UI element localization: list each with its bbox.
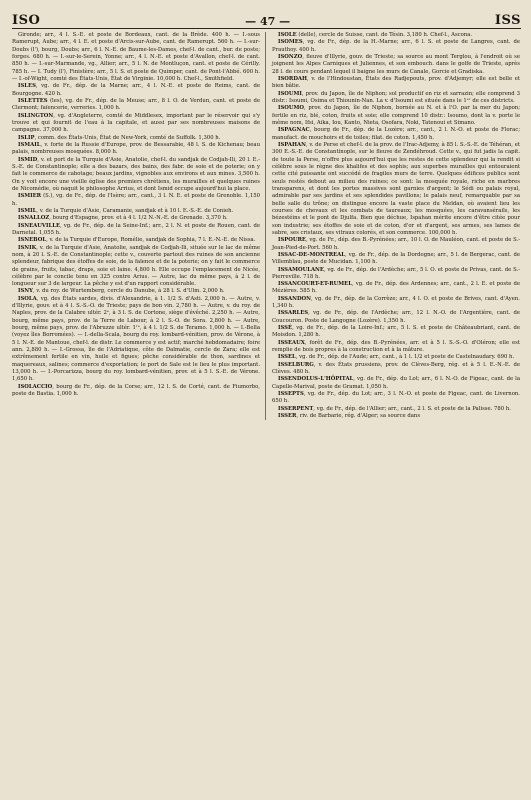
dictionary-entry	[272, 76, 520, 91]
dictionary-entry	[272, 406, 520, 413]
entry-headword: ISOMES	[278, 39, 303, 46]
entry-headword: ISSARLES	[278, 310, 309, 317]
entry-headword: ISNIK	[18, 244, 37, 251]
entry-headword: ISSEAUX	[278, 339, 305, 346]
entry-text: , vg. de Fr., dép. de la H.-Marne; arr., 6 l. S. et poste de Langres, cant. de Prauthoy. 400 h.	[272, 39, 520, 53]
dictionary-entry	[272, 91, 520, 106]
dictionary-entry	[12, 296, 260, 384]
entry-text: , prov. du Japon, île de Niphon, bornée au N. et à l'O. par la mer du Japon; fertile en riz, blé, coton, fruits et soie; elle comprend 10 distr.: Isoumo, dont la v. porte le même nom, Ifsi, Aika, Iou, Kanto, Nieta, Osofara, Noki, Tatenoui et Simano.	[272, 105, 520, 126]
entry-headword: ISSERPENT	[278, 405, 314, 412]
entry-text: , forêt de Fr., dép. des B.-Pyrénées, arr. et à 5 l. S.-S.-O. d'Oléron; elle est remplie de bois propres à la construction et à la mâture.	[272, 339, 520, 354]
entry-headword: ISSAMOULANE	[278, 266, 324, 273]
entry-text: (les), vg. de Fr., dép. de la Meuse; arr., 8 l. O. de Verdun, cant. et poste de Clermont; faïencerie, verreries. 1,000 h.	[12, 97, 260, 112]
dictionary-entry	[12, 193, 260, 208]
dictionary-entry	[272, 142, 520, 237]
dictionary-entry	[272, 252, 520, 267]
entry-headword: ISLES	[18, 83, 36, 90]
entry-headword: ISSELBURG	[278, 361, 314, 368]
entry-text: , v. de la Turquie d'Asie, Anatolie, sandjak de Codjah-Ili, située sur le lac de même nom, à 20 l. S.-E. de Constantinople; cette v., couverte partout des ruines de son ancienne splendeur, fabrique des étoffes de soie, de la faïence et de la poterie; on y fait le commerce de grains, fruits, tabac, draps, soie et laine. 4,800 h. Elle occupe l'emplacement de Nicée, célèbre par le concile tenu en 325 contre Arius. — Autre, lac du même pays, à 2 l. de longueur sur 3 de largeur. La pêche y est d'un rapport considérable.	[12, 244, 260, 288]
dictionary-entry	[12, 237, 260, 244]
entry-text: , vg. de Fr., dép. de l'Ardèche; arr., 5 l. O. et poste de Privas, cant. de S.-Pierreville. 718 h.	[272, 266, 520, 280]
entry-headword: ISSEPTS	[278, 391, 304, 398]
entry-text: , v. et port de la Turquie d'Asie, Anatolie, chef-l. du sandjak de Codjah-Ili, 20 l. E.-S.-E. de Constantinople; elle a des bazars, des bains, des fabr. de soie et de poterie; on y fait le commerce de cabotage; beaux jardins, vignobles aux environs et aux mines. 3,500 h. On y voit encore une vieille église des premiers chrétiens, les murailles et quelques ruines de Nicomédie, où naquit le philosophe Arrius, et dont Ismid occupe aujourd'hui la place.	[12, 156, 260, 192]
entry-text: Gironde; arr., 4 l. S.-E. et poste de Bordeaux, cant. de la Brède. 400 h. — I.-sous Ramerupt, Aube; arr., 4 l. E. et poste d'Arcis-sur-Aube, cant. de Ramerupt. 560 h. — I.-sur-Doubs (l'), bourg, Doubs; arr., 6 l. N.-E. de Baume-les-Dames, chef-l. de cant., bur. de poste; forges. 680 h. — I.-sur-le-Serein, Yonne; arr., 4 l. N.-E. et poste d'Avallon, chef-l. de cant. 850 h. — I.-sur-Marmande, vg., Allier; arr., 5 l. N. de Montluçon, cant. et poste de Cérilly. 785 h. — I. Tudy (l'), Finistère; arr., 5 l. S. et poste de Quimper, cant. de Pont-l'Abbé. 600 h. — I.-of-Wight, comté des États-Unis, État de Virginie. 10,000 h. Chef-l., Smithfield.	[12, 32, 260, 82]
dictionary-entry	[12, 288, 260, 295]
entry-text: , prov. du Japon, île de Niphon; sol productif en riz et sarrazin; elle comprend 3 distr.: Isoumi, Osima et Thiounin-Nan. La v. d'Isoumi est située dans le 1ᵉʳ de ces districts.	[272, 90, 520, 104]
entry-headword: ISMIL	[18, 207, 37, 214]
entry-headword: ISOUMI	[278, 90, 302, 97]
entry-headword: ISSENDOLUS-L'HÔPITAL	[278, 376, 354, 383]
entry-headword: ISLINGTON	[18, 112, 54, 119]
entry-headword: ISSEL	[278, 354, 296, 361]
entry-headword: ISLETTES	[18, 97, 48, 104]
dictionary-entry	[272, 413, 520, 420]
dictionary-entry	[272, 340, 520, 355]
entry-headword: ISOLACCIO	[18, 383, 53, 390]
entry-text: , vg. de Fr., dép. de la Seine-Inf.; arr., 2 l. N. et poste de Rouen, cant. de Darnetal. 1,055 h.	[12, 222, 260, 236]
entry-text: , vg. de Fr., dép. du Lot; arr., 3 l. N.-O. et poste de Figeac, cant. de Livernon. 650 h.	[272, 391, 520, 405]
dictionary-entry	[272, 127, 520, 142]
entry-headword: ISSANDON	[278, 295, 312, 302]
dictionary-entry	[12, 157, 260, 194]
entry-headword: ISONZO	[278, 53, 303, 60]
dictionary-entry	[272, 362, 520, 377]
left-column	[12, 32, 266, 420]
entry-text: , vg. de Fr., dép. de l'Allier; arr., cant., 2 l. S. et poste de la Palisse. 780 h.	[313, 405, 511, 412]
entry-headword: ISSAC-DE-MONTREAL	[278, 251, 345, 258]
dictionary-entry	[12, 384, 260, 399]
dictionary-entry	[12, 215, 260, 222]
entry-headword: ISOLE	[278, 32, 297, 38]
entry-text: , vg. de Fr., dép. de l'Aude; arr., cant., à 1 l. 1/2 et poste de Castelnaudary. 690 h.	[295, 354, 515, 361]
dictionary-entry	[272, 354, 520, 361]
dictionary-entry	[12, 32, 260, 83]
entry-text: , vg. de Fr., dép. des B.-Pyrénées; arr., 10 l. O. de Mauléon, cant. et poste de S.-Jean-Pied-de-Port. 560 h.	[272, 237, 520, 251]
entry-headword: ISNY	[18, 288, 33, 295]
entry-headword: ISORDAH	[278, 75, 308, 82]
entry-text: , v. de Perse et chef-l. de la prov. de l'Irac-Adjemy, à 85 l. S.-S.-E. de Téhéran, et 300 E.-S.-E. de Constantinople, sur le fleuve de Zendéhroud. Cette v., qui fut jadis la capit. de toute la Perse, n'offre plus aujourd'hui que les restes de cette splendeur qui la rendit si célèbre sous le règne des khalifes et des sophis; aux superbes murailles qui entouraient cette cité puissante ont succédé de fragiles murs de terre. Quelques édifices publics sont seuls restés debout au milieu des ruines; ce sont: la mosquée royale, riche en marbres transparens, et dont les portes massives sont garnies d'argent; le Sédi ou palais royal, admirable par ses jardins et ses splendides pavillons; le palais neuf, remarquable par sa belle salle du trône; on distingue encore la vaste place du Meïdan, où avaient lieu les courses de chevaux et les combats de taureaux; les mosquées, les caravansérails, les bézestéins et le pont de Djulfa. Bien que déchue, Ispahan mérite encore d'être citée pour son industrie; ses étoffes de soie et de coton, d'or et d'argent, ses armes, ses lames de sabre, ses cristaux, ses vitraux colorés, et son commerce. 100,000 h.	[272, 141, 520, 236]
entry-text: , v. de l'Hindoustan, États des Radjepouts, prov. d'Adjemyr; elle est belle et bien bâtie.	[272, 75, 520, 90]
entry-text: (S.), vg. de Fr., dép. de l'Isère; arr., cant., 3 l. N. E. et poste de Grenoble. 1,150 h.	[12, 193, 260, 207]
dictionary-entry	[12, 113, 260, 135]
columns	[12, 32, 521, 420]
dictionary-entry	[12, 142, 260, 157]
entry-headword: ISPAGNAC	[278, 127, 310, 134]
entry-text: , vg. de Fr., dép. de la Marne; arr., 4 l. N.-E. et poste de Reims, cant. de Bourgogne. 420 h.	[12, 83, 260, 97]
dictionary-entry	[272, 39, 520, 54]
entry-text: , riv. de Barbarie, rég. d'Alger; sa source dans	[296, 413, 421, 420]
dictionary-entry	[272, 296, 520, 311]
entry-headword: ISNEAUVILLE	[18, 222, 60, 229]
entry-headword: ISNALLOZ	[18, 215, 50, 222]
dictionary-entry	[12, 223, 260, 238]
entry-headword: ISMAIL	[18, 141, 41, 148]
dictionary-entry	[272, 105, 520, 127]
dictionary-entry	[272, 376, 520, 391]
dictionary-entry	[12, 98, 260, 113]
entry-headword: ISPAHAN	[278, 141, 306, 148]
entry-headword: ISOUMO	[278, 105, 305, 112]
entry-text: , comm. des États-Unis, État de New-York, comté de Suffolk. 1,300 h.	[34, 134, 221, 141]
dictionary-entry	[272, 237, 520, 252]
dictionary-entry	[272, 325, 520, 340]
entry-headword: ISPOURE	[278, 237, 306, 244]
running-header	[12, 6, 521, 29]
page-number: — 47 —	[245, 15, 291, 28]
dictionary-entry	[272, 391, 520, 406]
entry-headword: ISSÉ	[278, 325, 293, 332]
entry-text: , vg. de Fr., dép. des Ardennes; arr., cant., 2 l. E. et poste de Mézières. 585 h.	[272, 281, 520, 295]
dictionary-entry	[272, 54, 520, 76]
header-right-guideword: ISS	[494, 13, 521, 28]
right-column	[272, 32, 520, 420]
entry-headword: ISLIP	[18, 134, 35, 141]
entry-text: , fleuve d'Illyrie, gouv. de Trieste; sa source au mont Terglou, à l'endroit où se joignent les Alpes Carniques et Juliennes, et son embouch. dans le golfe de Trieste, après 28 l. de cours pendant lequel il baigne les murs de Canale, Gorcie et Gradiska.	[272, 53, 520, 75]
entry-text: , vg. de Fr., dép. de la Loire-Inf.; arr., 5 l. S. et poste de Châteaubriant, cant. de Moisdon. 1,280 h.	[272, 325, 520, 339]
entry-text: , v. forte de la Russie d'Europe, prov. de Bessarabie, 48 l. S. de Kichenau; beau palais, nombreuses mosquées. 8,000 h.	[12, 141, 260, 156]
entry-headword: ISMIER	[18, 193, 42, 200]
entry-text: (delle), cercle de Suisse, cant. de Tésin. 3,180 h. Chef-l., Ascona.	[296, 32, 473, 38]
dictionary-entry	[272, 281, 520, 296]
entry-text: , v. de la Turquie d'Asie, Caramanie, sandjak et à 10 l. E.-S.-E. de Conieh.	[36, 207, 234, 214]
entry-text: , bourg d'Espagne, prov. et à 4 l. 1/2 N.-N.-E. de Grenade. 3,370 h.	[49, 215, 228, 222]
entry-text: , bourg de Fr., dép. de la Lozère; arr., cant., 2 l. N.-O. et poste de Florac; manufact. de mouchoirs et de toiles; filat. de coton. 1,450 h.	[272, 127, 520, 141]
header-left-guideword: ISO	[12, 13, 41, 28]
entry-text: , vg. de Fr., dép. de l'Ardèche; arr., 12 l. N.-O. de l'Argentière, cant. de Coucouron. Poste de Langogne (Lozère). 1,350 h.	[272, 310, 520, 324]
entry-headword: ISSER	[278, 413, 297, 420]
entry-headword: ISMID	[18, 156, 38, 163]
entry-text: , vg. de Fr., dép. du Lot; arr., 6 l. N.-O. de Figeac, cant. de la Capelle-Marival, poste de Gramat. 1,050 h.	[272, 376, 520, 390]
entry-text: , vg. de Fr., dép. de la Corrèze; arr., 4 l. O. et poste de Brives, cant. d'Ayen. 1,340 h.	[272, 295, 520, 310]
entry-headword: ISOLA	[18, 295, 37, 302]
dictionary-entry	[12, 83, 260, 98]
entry-text: , vg. d'Angleterre, comté de Middlesex, important par le réservoir qui s'y trouve et qui fournit de l'eau à la capitale, et aussi par ses nombreuses maisons de campagne. 37,000 h.	[12, 112, 260, 134]
dictionary-entry	[12, 245, 260, 289]
dictionary-entry	[272, 267, 520, 282]
entry-text: , v. de la Turquie d'Europe, Romélie, sandjak de Sophia, 7 l. E.-N.-E. de Nissa.	[46, 237, 256, 244]
entry-text: , v. des États prussiens, prov. de Clèves-Berg, rég. et à 5 l. E.-N.-E. de Clèves. 480 h.	[272, 361, 520, 376]
entry-text: , bourg de Fr., dép. de la Corse; arr., 12 l. S. de Corté, cant. de Fiumorbo, poste de Bastia. 1,000 h.	[12, 383, 260, 398]
entry-text: , v. du roy. de Wurtemberg, cercle du Danube, à 28 l. S. d'Ulm. 2,000 h.	[32, 288, 225, 295]
entry-headword: ISNEBOL	[18, 237, 47, 244]
entry-headword: ISSANCOURT-ET-RUMEL	[278, 281, 352, 288]
entry-text: , vg. de Fr., dép. de la Dordogne; arr., 5 l. de Bergerac, cant. de Villemblau, poste de Mucidan. 1,100 h.	[272, 251, 520, 266]
dictionary-entry	[272, 310, 520, 325]
entry-text: , vg. des États sardes, divis. d'Alexandrie, à 1. 1/2 S. d'Asti. 2,000 h. — Autre, v. d'Illyrie, gouv. et à 4 l. S.-S.-O. de Trieste; pays de bon vin. 2,780 h. — Autre, v. du roy. de Naples, prov. de la Calabre ultér. 2ᵉ, à 3 l. S. de Cortone, siège d'évêché. 2,250 h. — Autre, bourg, même pays, prov. de la Terre de Labour, à 2 l. S.-O. de Sora. 2,800 h. — Autre, bourg, même pays, prov. de l'Abruzze ultér. 1ʳᵉ, à 4 l. 1/2 S. de Teramo. 1,000 h. — I.-Bella (voyez îles Borromées). — I.-della-Scala, bourg du roy. lombard-vénitien, prov. de Vérone, à 5 l. N.-E. de Mantoue, chef-l. de distr. Le commerce y est actif; marché hebdomadaire; foire ann. 2,880 h. — I.-Grossa, île de l'Adriatique, côte de Dalmatie, cercle de Zara; elle est extrêmement fertile en vin, huile et figues; pêche considérable de thon, sardines et maquereaux, salines; commerce d'exportation; le port de Sale est le lieu le plus important. 13,000 h. — I.-Porcarizza, bourg du roy. lombard-vénitien, prov. et à 5 l. S.-E. de Vérone. 1,650 h.	[12, 295, 260, 383]
dictionary-entry	[12, 135, 260, 142]
